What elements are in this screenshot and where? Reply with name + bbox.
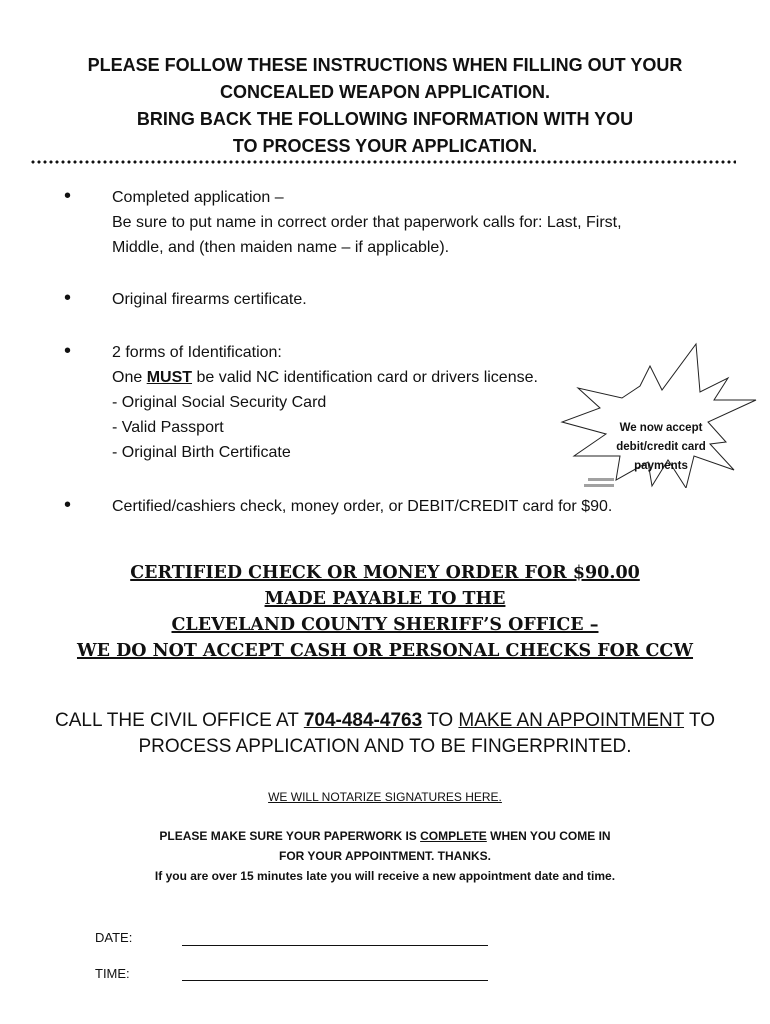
bullet-icon: • xyxy=(64,494,72,516)
item-identification: 2 forms of Identification: One MUST be valid NC identification card or drivers license. - Original Social Security Card - Valid Passport - Original Birth Certificate xyxy=(112,344,538,461)
time-field[interactable] xyxy=(182,980,488,981)
item-payment: Certified/cashiers check, money order, or DEBIT/CREDIT card for $90. xyxy=(112,498,613,515)
dotted-divider xyxy=(30,158,736,166)
payment-notice: CERTIFIED CHECK OR MONEY ORDER FOR $90.00 MADE PAYABLE TO THE CLEVELAND COUNTY SHERIFF’S OFFICE – WE DO NOT ACCEPT CASH OR PERSONAL CHECKS FOR CCW xyxy=(76,563,694,661)
complete-reminder: PLEASE MAKE SURE YOUR PAPERWORK IS COMPLETE WHEN YOU COME IN FOR YOUR APPOINTMENT. THANKS. If you are over 15 minutes late you will receive a new appointment date and time. xyxy=(154,829,616,883)
item-completed-application: Completed application – Be sure to put name in correct order that paperwork calls for: Last, First, Middle, and (then maiden name – if applicable). xyxy=(112,189,622,256)
bullet-icon: • xyxy=(64,185,72,207)
phone-number: 704-484-4763 xyxy=(303,710,423,731)
call-instructions: CALL THE CIVIL OFFICE AT 704-484-4763 TO MAKE AN APPOINTMENT TO PROCESS APPLICATION AND TO BE FINGERPRINTED. xyxy=(55,710,715,757)
header-line-2: CONCEALED WEAPON APPLICATION. xyxy=(219,82,550,102)
header-line-4: TO PROCESS YOUR APPLICATION. xyxy=(232,136,538,156)
bullet-icon: • xyxy=(64,340,72,362)
header-line-3: BRING BACK THE FOLLOWING INFORMATION WITH YOU xyxy=(136,109,634,129)
appointment-phrase: MAKE AN APPOINTMENT xyxy=(458,710,685,731)
instructions-header xyxy=(0,52,770,160)
item-firearms-certificate: Original firearms certificate. xyxy=(112,291,307,308)
date-field[interactable] xyxy=(182,945,488,946)
bullet-icon: • xyxy=(64,287,72,309)
time-label: TIME: xyxy=(95,966,130,981)
header-line-1: PLEASE FOLLOW THESE INSTRUCTIONS WHEN FILLING OUT YOUR xyxy=(87,55,683,75)
complete-emphasis: COMPLETE xyxy=(420,829,487,843)
must-emphasis: MUST xyxy=(146,369,193,386)
date-label: DATE: xyxy=(95,930,133,945)
notary-note: WE WILL NOTARIZE SIGNATURES HERE. xyxy=(268,790,502,804)
payment-notice-starburst: We now accept debit/credit card payments xyxy=(616,422,706,472)
